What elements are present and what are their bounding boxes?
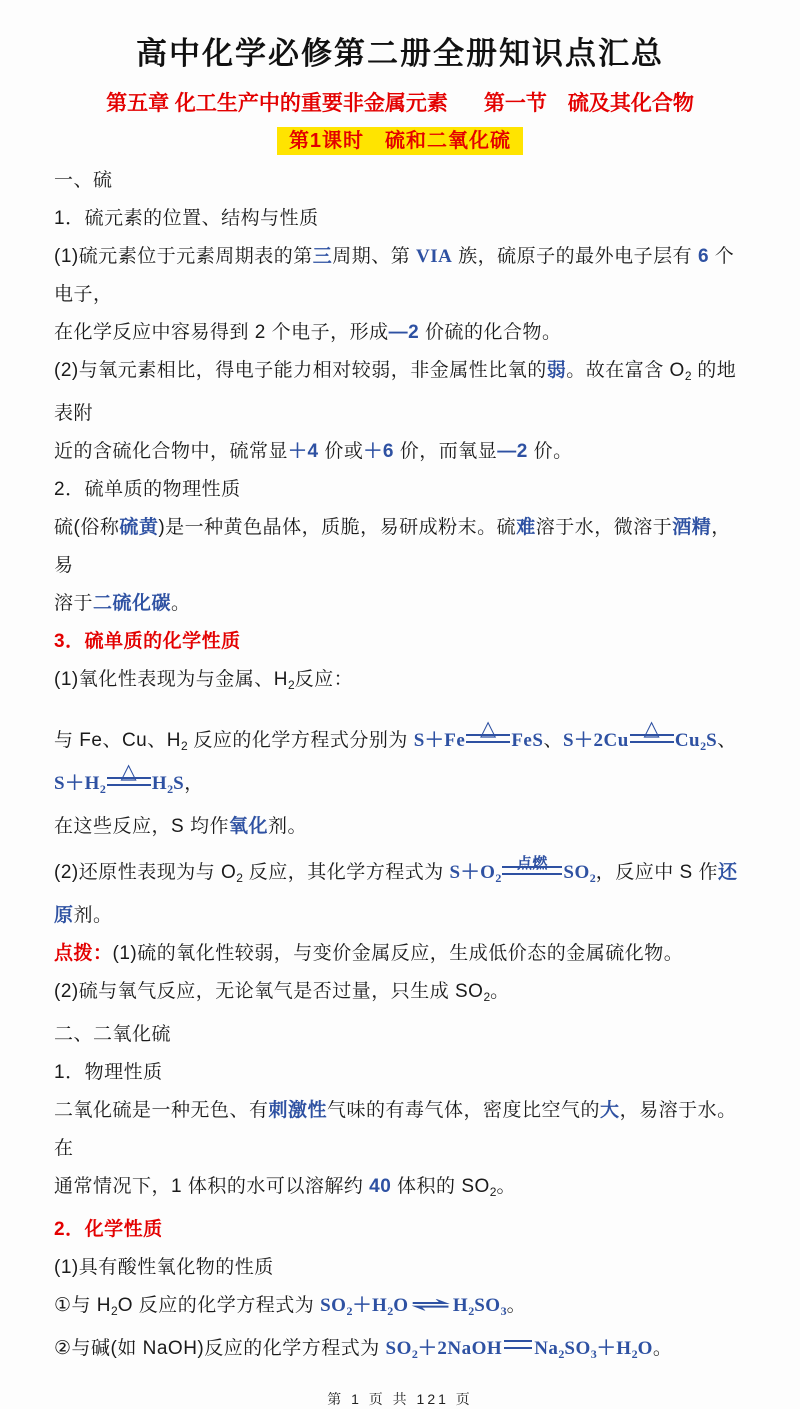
line-periodic-position xyxy=(54,238,746,314)
equation-so2-naoh xyxy=(386,1338,653,1359)
subscript: 2 xyxy=(684,369,692,383)
text-run: ＋H xyxy=(352,1295,388,1316)
delta-heat-icon: △ xyxy=(480,716,497,740)
equation-so2-h2o xyxy=(320,1295,506,1316)
text-run: S＋O xyxy=(449,862,496,883)
text-run: SO xyxy=(474,1295,501,1316)
text-run: 溶于 xyxy=(54,593,94,614)
text-run: SO xyxy=(563,862,590,883)
text-run: ，易 xyxy=(54,517,731,576)
line-sulfur-description xyxy=(54,509,746,585)
text-run: H xyxy=(452,1295,469,1316)
equals-double-line xyxy=(502,866,562,875)
text-run: 体积的 SO xyxy=(391,1176,490,1197)
text-run: —2 xyxy=(497,441,528,462)
chapter-label: 第五章 化工生产中的重要非金属元素 xyxy=(106,92,448,115)
ignite-equals-symbol xyxy=(501,856,563,882)
text-run: 。 xyxy=(652,1338,673,1359)
text-run: 三 xyxy=(312,246,333,267)
text-run: 酒精 xyxy=(672,517,712,538)
text-run: 还原 xyxy=(54,862,738,926)
text-run: 刺激性 xyxy=(268,1100,328,1121)
subscript: 2 xyxy=(287,678,295,692)
text-run: S＋2Cu xyxy=(562,730,629,751)
line-tip-2 xyxy=(54,973,746,1016)
equals-double-line xyxy=(466,734,510,743)
text-run: 大 xyxy=(600,1100,620,1121)
chapter-heading xyxy=(54,87,746,117)
text-run: O xyxy=(637,1338,653,1359)
text-run: 氧化 xyxy=(228,816,268,837)
text-run: )是一种黄色晶体，质脆，易研成粉末。硫 xyxy=(158,517,517,538)
text-run: 反应的化学方程式分别为 xyxy=(187,730,414,751)
text-run: 价。 xyxy=(527,441,573,462)
doc-title: 高中化学必修第二册全册知识点汇总 xyxy=(136,36,664,71)
text-run: 周期、第 xyxy=(332,246,417,267)
text-run: ＋2NaOH xyxy=(417,1338,503,1359)
equals-double-line xyxy=(107,777,151,786)
text-run: (2)还原性表现为与 O xyxy=(54,862,237,883)
line-oxidizing-intro xyxy=(54,661,746,704)
subscript: 2 xyxy=(167,782,174,796)
text-run: 溶于水，微溶于 xyxy=(535,517,673,538)
subscript: 2 xyxy=(180,739,188,753)
text-run: 在这些反应，S 均作 xyxy=(54,816,229,837)
text-run: ＋6 xyxy=(363,441,394,462)
subscript: 2 xyxy=(411,1347,418,1361)
text-run: (1)氧化性表现为与金属、H xyxy=(54,669,288,690)
subscript: 2 xyxy=(468,1304,475,1318)
text-run: ＋4 xyxy=(288,441,319,462)
heading-part-one-sulfur: 一、硫 xyxy=(54,170,113,191)
text-run: (2)与氧元素相比，得电子能力相对较弱，非金属性比氧的 xyxy=(54,360,547,381)
delta-heat-icon: △ xyxy=(120,759,138,783)
equation-s-cu xyxy=(562,716,718,753)
text-run: FeS xyxy=(511,730,544,751)
lesson-heading: 第1课时 硫和二氧化硫 xyxy=(277,127,523,155)
line-so2-description xyxy=(54,1092,746,1168)
text-run: 剂。 xyxy=(267,816,307,837)
text-run: 价或 xyxy=(318,441,364,462)
subscript: 2 xyxy=(236,871,243,885)
text-run: 近的含硫化合物中，硫常显 xyxy=(54,441,289,462)
lesson-heading-row xyxy=(54,124,746,153)
text-run: 弱 xyxy=(546,360,567,381)
text-run: 族，硫原子的最外电子层有 xyxy=(452,246,698,267)
text-run: 的地表附 xyxy=(54,360,737,424)
line-acidic-oxide-title: (1)具有酸性氧化物的性质 xyxy=(54,1257,274,1278)
tip-label: 点拨： xyxy=(54,943,113,964)
text-run: 硫黄 xyxy=(119,517,159,538)
text-run: VIA xyxy=(416,246,453,267)
heading-chemical-properties-sulfur: 3．硫单质的化学性质 xyxy=(54,631,241,652)
text-run: 反应： xyxy=(294,669,354,690)
text-run: 难 xyxy=(516,517,536,538)
text-run: ，易溶于水。在 xyxy=(54,1100,737,1159)
text-run: ，反应中 S 作 xyxy=(595,862,718,883)
text-run: S＋Fe xyxy=(413,730,466,751)
subscript: 2 xyxy=(495,871,502,885)
text-run: O xyxy=(393,1295,409,1316)
subscript: 2 xyxy=(99,782,106,796)
text-run: 。 xyxy=(171,593,191,614)
text-run: ②与碱(如 NaOH)反应的化学方程式为 xyxy=(54,1338,386,1359)
heading-part-two-so2: 二、二氧化硫 xyxy=(54,1024,172,1045)
heading-so2-chemical-properties: 2．化学性质 xyxy=(54,1219,163,1240)
heated-equals-symbol xyxy=(106,759,152,793)
reversible-arrow-icon: ⇌ xyxy=(409,1295,453,1316)
text-run: ， xyxy=(184,773,204,794)
text-run: 。 xyxy=(506,1295,527,1316)
line-s-as-oxidant xyxy=(54,808,746,846)
text-run: SO xyxy=(564,1338,591,1359)
line-valence-states xyxy=(54,433,746,471)
text-run: H xyxy=(151,773,168,794)
text-run: S xyxy=(706,730,718,751)
text-run: Na xyxy=(534,1338,559,1359)
text-run: 。 xyxy=(496,1176,516,1197)
subscript: 2 xyxy=(589,871,596,885)
text-run: 价，而氧显 xyxy=(393,441,498,462)
text-run: 。故在富含 O xyxy=(566,360,685,381)
text-run: 、 xyxy=(543,730,563,751)
equals-double-line xyxy=(630,734,674,743)
text-run: O 反应的化学方程式为 xyxy=(117,1295,321,1316)
text-run: ①与 H xyxy=(54,1295,112,1316)
line-position-structure-title: 1．硫元素的位置、结构与性质 xyxy=(54,208,319,229)
line-soluble-cs2 xyxy=(54,585,746,623)
subscript: 2 xyxy=(631,1347,638,1361)
equation-s-fe xyxy=(413,716,544,751)
subscript: 2 xyxy=(111,1304,118,1318)
text-run: 硫(俗称 xyxy=(54,517,120,538)
line-physical-properties-title: 2．硫单质的物理性质 xyxy=(54,479,241,500)
line-compare-oxygen xyxy=(54,352,746,433)
text-run: 40 xyxy=(369,1176,392,1197)
text-run: S＋H xyxy=(54,773,100,794)
page-footer: 第 1 页 共 121 页 xyxy=(327,1391,473,1407)
text-run: (1)硫的氧化性较弱，与变价金属反应，生成低价态的金属硫化物。 xyxy=(112,943,684,964)
text-run: 个电子， xyxy=(54,246,735,305)
text-run: (2)硫与氧气反应，无论氧气是否过量，只生成 SO xyxy=(54,981,484,1002)
text-run: 气味的有毒气体，密度比空气的 xyxy=(327,1100,601,1121)
subscript: 2 xyxy=(483,990,491,1004)
text-run: 在化学反应中容易得到 2 个电子，形成 xyxy=(54,322,389,343)
text-run: 二硫化碳 xyxy=(93,593,172,614)
subscript: 2 xyxy=(489,1185,497,1199)
heated-equals-symbol xyxy=(629,716,675,750)
delta-heat-icon: △ xyxy=(643,716,661,740)
text-run: 反应，其化学方程式为 xyxy=(242,862,450,883)
subscript: 2 xyxy=(346,1304,353,1318)
subscript: 2 xyxy=(558,1347,565,1361)
equation-s-h2 xyxy=(54,759,185,796)
line-so2-physical-title: 1．物理性质 xyxy=(54,1062,163,1083)
line-reducing-equation xyxy=(54,846,746,935)
line-water-reaction xyxy=(54,1287,746,1330)
section-label: 第一节 硫及其化合物 xyxy=(483,92,694,115)
equals-double-line xyxy=(504,1340,532,1349)
text-run: S xyxy=(173,773,185,794)
subscript: 3 xyxy=(500,1304,507,1318)
line-so2-solubility xyxy=(54,1168,746,1211)
equation-s-o2 xyxy=(449,855,596,885)
heated-equals-symbol xyxy=(465,716,511,750)
text-run: SO xyxy=(320,1295,347,1316)
ignite-condition-label: 点燃 xyxy=(516,855,548,872)
subscript: 2 xyxy=(700,739,707,753)
text-run: 通常情况下，1 体积的水可以溶解约 xyxy=(54,1176,370,1197)
text-run: 。 xyxy=(490,981,510,1002)
text-run: 剂。 xyxy=(73,905,113,926)
line-metal-reaction-equations xyxy=(54,704,746,808)
line-naoh-reaction xyxy=(54,1330,746,1373)
line-gain-electrons xyxy=(54,314,746,352)
subscript: 3 xyxy=(590,1347,597,1361)
text-run: 价硫的化合物。 xyxy=(419,322,562,343)
text-run: 与 Fe、Cu、H xyxy=(54,730,181,751)
text-run: (1)硫元素位于元素周期表的第 xyxy=(54,246,313,267)
text-run: 、 xyxy=(717,730,737,751)
line-tip-1 xyxy=(54,935,746,973)
text-run: Cu xyxy=(674,730,701,751)
text-run: —2 xyxy=(388,322,420,343)
text-run: ＋H xyxy=(596,1338,632,1359)
subscript: 2 xyxy=(387,1304,394,1318)
text-run: 二氧化硫是一种无色、有 xyxy=(54,1100,269,1121)
text-run: SO xyxy=(385,1338,412,1359)
text-run: 6 xyxy=(697,246,710,267)
